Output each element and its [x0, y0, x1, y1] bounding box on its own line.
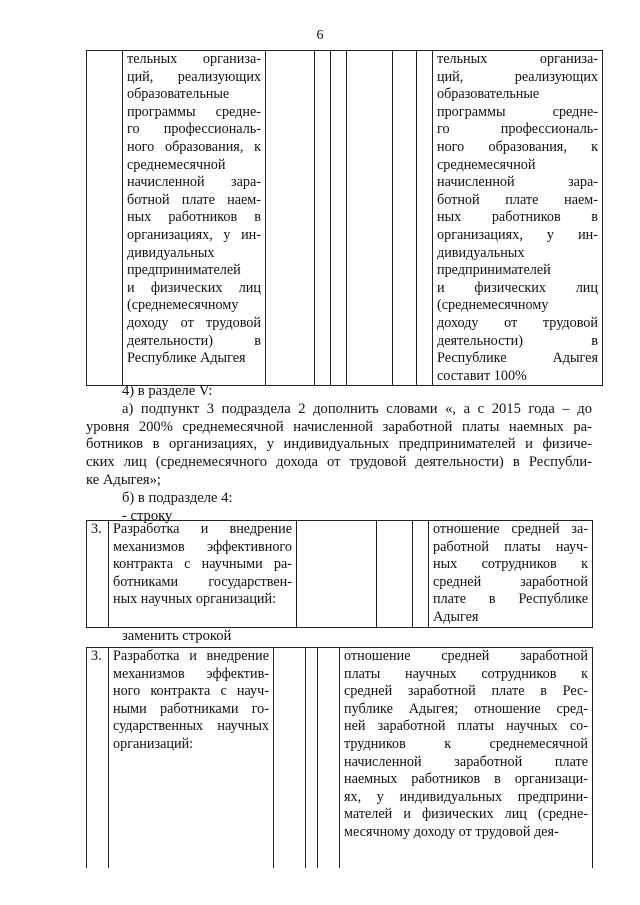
table-cell — [377, 521, 413, 628]
text-line: отношение средней за- — [433, 521, 588, 537]
text-line: ботной плате наем- — [437, 191, 598, 208]
text-line: дивидуальных — [437, 244, 525, 261]
text-line: составит 100% — [437, 367, 527, 384]
text-line: го профессиональ- — [437, 121, 598, 138]
text-line: тельных организа- — [127, 51, 261, 67]
text-line: публике Адыгея; отношение сред- — [344, 700, 588, 717]
text-line: месячному доходу от трудовой дея- — [344, 823, 559, 840]
text-line: организациях, у ин- — [127, 226, 261, 243]
new-row-right-text — [340, 648, 593, 869]
text-line: (среднемесячному — [127, 297, 239, 314]
text-line: тельных организа- — [437, 51, 598, 67]
text-line: платы научных сотрудников к — [344, 665, 588, 682]
old-row-right-text — [429, 521, 593, 628]
paragraph-b: б) в подразделе 4: — [122, 489, 233, 506]
text-line: трудников к среднемесячной — [344, 735, 588, 752]
text-line: наемных работников в организаци- — [344, 771, 588, 788]
row-number: 3. — [87, 521, 109, 628]
paragraph-a-line: уровня 200% среднемесячной начисленной заработной платы наемных ра- — [86, 418, 592, 435]
text-line: ных сотрудников к — [433, 556, 588, 573]
text-line: ных научных организаций: — [113, 591, 277, 608]
paragraph-a-line: ботников в организациях, у индивидуальных предпринимателей и физиче- — [86, 436, 592, 453]
text-line: механизмов эффектив- — [113, 665, 269, 682]
paragraph-a-line: ских лиц (среднемесячного дохода от трудовой деятельности) в Республи- — [86, 454, 592, 471]
text-line: деятельности) в — [437, 332, 598, 349]
table-cell — [274, 648, 306, 869]
text-line: ного образования, к — [437, 138, 598, 155]
table-cell — [413, 521, 429, 628]
page-number: 6 — [316, 28, 324, 43]
text-line: начисленной заработной плате — [344, 753, 588, 770]
text-line: ботной плате наем- — [127, 191, 261, 208]
old-row-table — [86, 520, 593, 628]
indicator-left-text — [123, 51, 266, 386]
replace-label: заменить строкой — [122, 628, 232, 644]
amendment-text — [86, 383, 592, 525]
text-line: (среднемесячному — [437, 297, 549, 314]
table-cell — [315, 51, 331, 386]
text-line: ных работников в — [127, 209, 261, 226]
text-line: контракта с научными ра- — [113, 556, 292, 573]
text-line: Разработка и внедрение — [113, 521, 292, 537]
text-line: образовательные — [437, 86, 540, 103]
new-row-left-text — [109, 648, 274, 869]
text-line: Разработка и внедрение — [113, 648, 269, 664]
text-line: программы средне- — [437, 103, 598, 120]
text-line: организациях, у ин- — [437, 226, 598, 243]
text-line: доходу от трудовой — [127, 314, 261, 331]
text-line: программы средне- — [127, 103, 261, 120]
text-line: ного контракта с науч- — [113, 683, 269, 700]
text-line: сударственных научных — [113, 718, 269, 735]
table-cell — [417, 51, 433, 386]
text-line: Адыгея — [433, 608, 479, 625]
text-line: дивидуальных — [127, 244, 215, 261]
table-cell — [266, 51, 315, 386]
text-line: образовательные — [127, 86, 230, 103]
text-line: Республике Адыгея — [127, 350, 246, 367]
table-cell — [297, 521, 377, 628]
text-line: деятельности) в — [127, 332, 261, 349]
paragraph-a — [86, 401, 592, 490]
old-row-left-text — [109, 521, 297, 628]
text-line: отношение средней заработной — [344, 648, 588, 664]
table-cell — [306, 648, 318, 869]
text-line: организаций: — [113, 735, 194, 752]
text-line: механизмов эффективного — [113, 538, 292, 555]
indicator-table-continued — [86, 50, 603, 386]
table-cell — [87, 51, 123, 386]
table-cell — [393, 51, 417, 386]
text-line: и физических лиц — [127, 279, 261, 296]
text-line: среднемесячной — [127, 156, 226, 173]
text-line: начисленной зара- — [437, 174, 598, 191]
text-line: ций, реализующих — [437, 68, 598, 85]
new-row-table — [86, 647, 593, 868]
section-heading: 4) в разделе V: — [122, 383, 213, 399]
table-cell — [318, 648, 340, 869]
row-number: 3. — [87, 648, 109, 869]
text-line: ций, реализующих — [127, 68, 261, 85]
text-line: средней заработной плате в Рес- — [344, 683, 588, 700]
text-line: го профессиональ- — [127, 121, 261, 138]
text-line: предпринимателей — [437, 262, 551, 279]
text-line: предпринимателей — [127, 262, 241, 279]
text-line: и физических лиц — [437, 279, 598, 296]
text-line: ного образования, к — [127, 138, 261, 155]
text-line: среднемесячной — [437, 156, 536, 173]
text-line: ных работников в — [437, 209, 598, 226]
text-line: Республике Адыгея — [437, 350, 598, 367]
row-label: - строку — [122, 507, 173, 524]
table-cell — [347, 51, 393, 386]
paragraph-a-line: а) подпункт 3 подраздела 2 дополнить словами «, а с 2015 года – до — [122, 400, 592, 417]
text-line: доходу от трудовой — [437, 314, 598, 331]
text-line: начисленной зара- — [127, 174, 261, 191]
text-line: ней заработной платы научных со- — [344, 718, 588, 735]
text-line: ях, у индивидуальных предприни- — [344, 788, 588, 805]
text-line: мателей и физических лиц (средне- — [344, 806, 588, 823]
text-line: работной платы науч- — [433, 538, 588, 555]
text-line: средней заработной — [433, 573, 588, 590]
indicator-right-text — [433, 51, 603, 386]
text-line: ными работниками го- — [113, 700, 269, 717]
table-cell — [331, 51, 347, 386]
text-line: плате в Республике — [433, 591, 588, 608]
text-line: ботниками государствен- — [113, 573, 292, 590]
paragraph-a-line: ке Адыгея»; — [86, 471, 161, 488]
